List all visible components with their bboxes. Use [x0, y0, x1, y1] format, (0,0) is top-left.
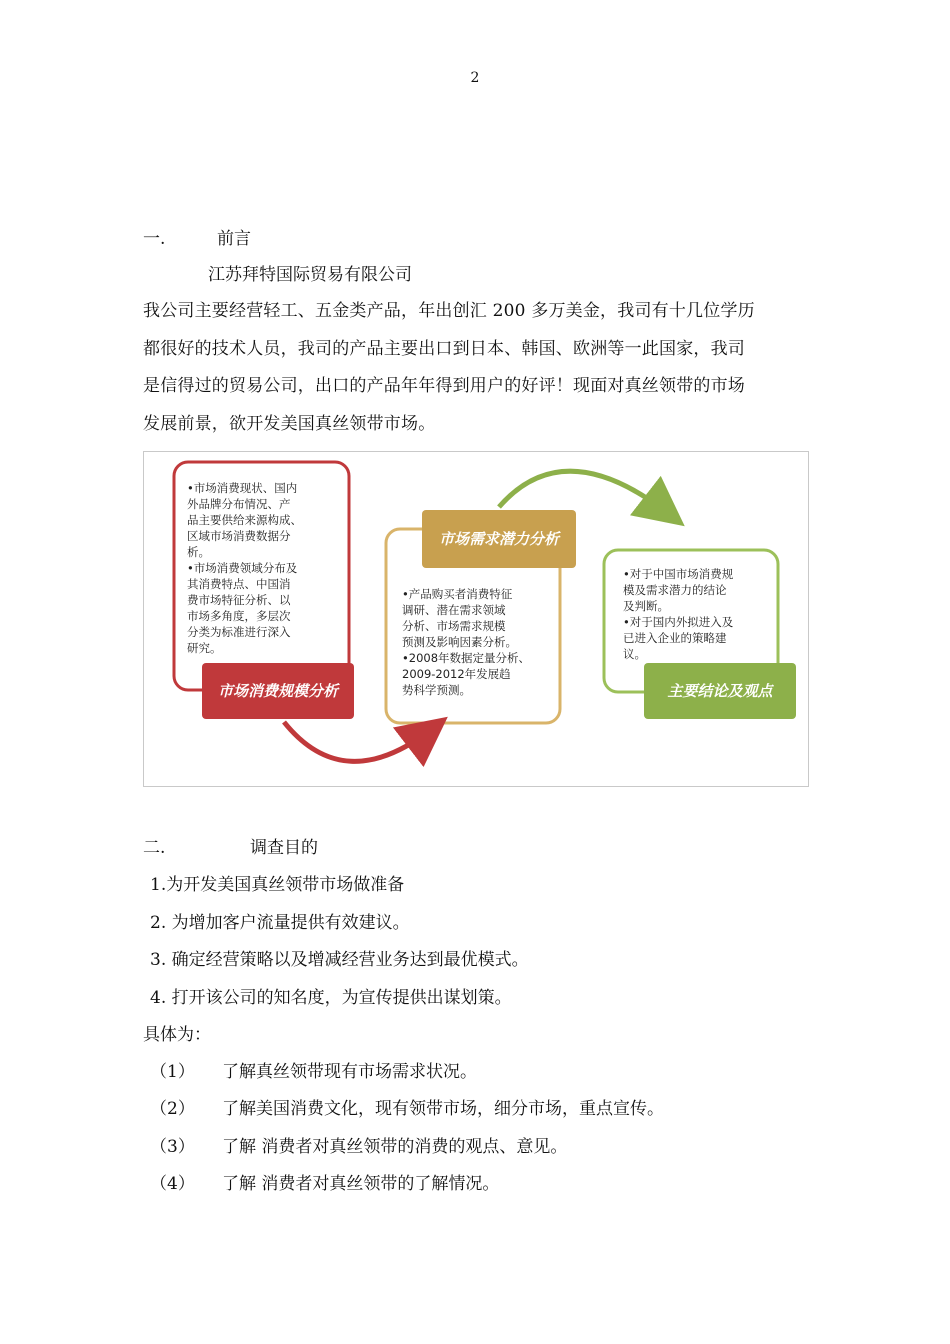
item-number: （3） [150, 1137, 195, 1157]
item-text: 了解 消费者对真丝领带的了解情况。 [222, 1174, 500, 1194]
box3-text: •对于中国市场消费规 模及需求潜力的结论 及判断。 •对于国内外拟进入及 已进入企业的策略建 议。 [623, 567, 734, 661]
box3-label: 主要结论及观点 [667, 682, 773, 700]
intro-line: 是信得过的贸易公司，出口的产品年年得到用户的好评！现面对真丝领带的市场 [143, 376, 745, 397]
item-number: （1） [150, 1062, 195, 1082]
box1-text: •市场消费现状、国内 外品牌分布情况、产 品主要供给来源构成、 区域市场消费数据分 析。 •市场消费领域分布及 其消费特点、中国消 费市场特征分析、以 市场多角度，多层次 分类为标准进行深入 研究。 [187, 481, 302, 655]
intro-line: 发展前景，欲开发美国真丝领带市场。 [143, 413, 436, 434]
goal-item: 2. 为增加客户流量提供有效建议。 [150, 913, 410, 933]
item-number: （2） [150, 1099, 195, 1119]
goal-item: 4. 打开该公司的知名度，为宣传提供出谋划策。 [150, 988, 512, 1008]
item-text: 了解真丝领带现有市场需求状况。 [222, 1062, 477, 1082]
intro-line: 我公司主要经营轻工、五金类产品，年出创汇 200 多万美金，我司有十几位学历 [143, 301, 755, 321]
item-text: 了解 消费者对真丝领带的消费的观点、意见。 [222, 1137, 568, 1157]
company-name: 江苏拜特国际贸易有限公司 [208, 265, 412, 285]
intro-paragraph [143, 293, 811, 443]
box2-label: 市场需求潜力分析 [438, 530, 559, 548]
specific-label: 具体为： [143, 1025, 211, 1045]
section1-heading-title: 前言 [217, 229, 251, 249]
intro-line: 都很好的技术人员，我司的产品主要出口到日本、韩国、欧洲等一此国家，我司 [143, 338, 745, 359]
goal-item: 1.为开发美国真丝领带市场做准备 [150, 875, 405, 895]
page-number: 2 [470, 70, 480, 86]
goal-item: 3. 确定经营策略以及增减经营业务达到最优模式。 [150, 950, 529, 970]
item-text: 了解美国消费文化，现有领带市场，细分市场，重点宣传。 [222, 1099, 664, 1119]
arrow-1-to-2 [284, 722, 432, 761]
section2-heading-number: 二. [143, 838, 166, 858]
box2-text: •产品购买者消费特征 调研、潜在需求领域 分析、市场需求规模 预测及影响因素分析。 •2008年数据定量分析、 2009-2012年发展趋 势科学预测。 [402, 587, 531, 697]
box1-label: 市场消费规模分析 [217, 682, 338, 700]
arrow-2-to-3 [499, 471, 669, 514]
section1-heading-number: 一. [143, 229, 166, 249]
item-number: （4） [150, 1174, 195, 1194]
market-analysis-diagram [143, 451, 809, 787]
section2-heading-title: 调查目的 [250, 838, 318, 858]
